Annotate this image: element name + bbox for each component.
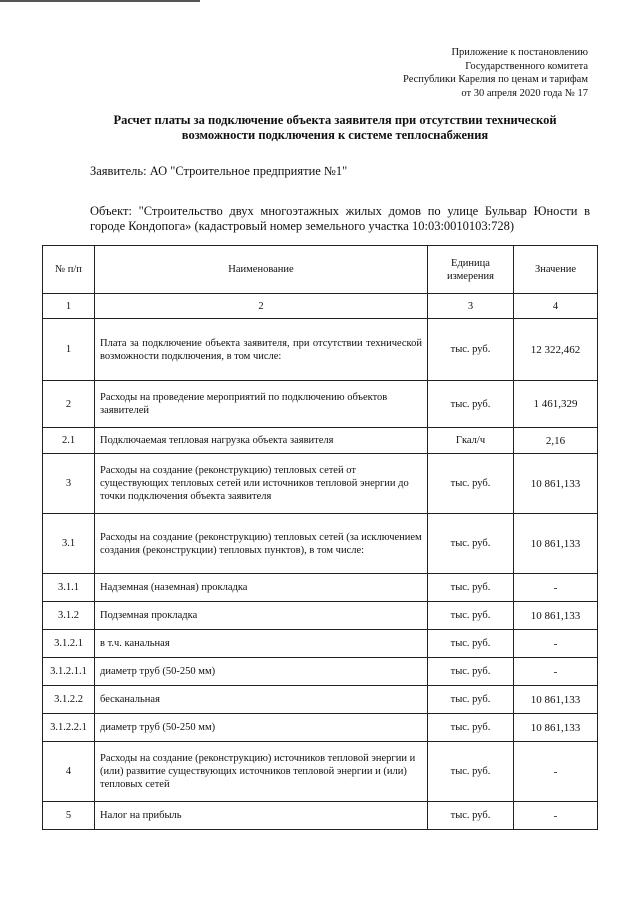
row-unit-cell: тыс. руб. xyxy=(428,514,514,574)
row-name-cell: Плата за подключение объекта заявителя, при отсутствии технической возможности подключения, в том числе: xyxy=(95,319,428,381)
title-line-1: Расчет платы за подключение объекта заявителя при отсутствии технической xyxy=(113,113,557,127)
row-number-cell: 3.1.2.1.1 xyxy=(43,658,95,686)
row-unit-cell: тыс. руб. xyxy=(428,742,514,802)
row-unit-cell: тыс. руб. xyxy=(428,802,514,830)
appendix-line: Приложение к постановлению xyxy=(451,47,588,58)
row-number-cell: 3.1.2.2.1 xyxy=(43,714,95,742)
row-value-cell: - xyxy=(514,574,598,602)
table-row xyxy=(43,319,598,381)
table-row xyxy=(43,381,598,428)
appendix-line: от 30 апреля 2020 года № 17 xyxy=(461,87,588,99)
table-row xyxy=(43,454,598,514)
row-name-cell: Налог на прибыль xyxy=(95,802,428,830)
row-unit-cell: тыс. руб. xyxy=(428,602,514,630)
row-value-cell: 10 861,133 xyxy=(514,454,598,514)
row-value-cell: - xyxy=(514,658,598,686)
table-row xyxy=(43,428,598,454)
appendix-line: Государственного комитета xyxy=(465,60,588,72)
header-value: Значение xyxy=(514,246,598,294)
row-unit-cell: тыс. руб. xyxy=(428,714,514,742)
row-unit-cell: тыс. руб. xyxy=(428,658,514,686)
row-number-cell: 2 xyxy=(43,381,95,428)
document-title xyxy=(80,113,590,143)
row-unit-cell: тыс. руб. xyxy=(428,381,514,428)
row-name-cell: Надземная (наземная) прокладка xyxy=(95,574,428,602)
table-row xyxy=(43,714,598,742)
row-name-cell: диаметр труб (50-250 мм) xyxy=(95,714,428,742)
row-unit-cell: тыс. руб. xyxy=(428,319,514,381)
row-unit-cell: тыс. руб. xyxy=(428,630,514,658)
table-row xyxy=(43,514,598,574)
index-cell: 4 xyxy=(514,294,598,319)
index-cell: 3 xyxy=(428,294,514,319)
calculation-table xyxy=(42,245,598,830)
table-row xyxy=(43,630,598,658)
row-value-cell: 10 861,133 xyxy=(514,714,598,742)
row-unit-cell: тыс. руб. xyxy=(428,574,514,602)
row-unit-cell: тыс. руб. xyxy=(428,686,514,714)
table-row xyxy=(43,686,598,714)
table-header-row xyxy=(43,246,598,294)
table-row xyxy=(43,574,598,602)
row-number-cell: 3.1.2 xyxy=(43,602,95,630)
row-number-cell: 2.1 xyxy=(43,428,95,454)
row-number-cell: 1 xyxy=(43,319,95,381)
row-number-cell: 3.1.2.1 xyxy=(43,630,95,658)
title-line-2: возможности подключения к системе теплоснабжения xyxy=(181,128,489,142)
row-name-cell: в т.ч. канальная xyxy=(95,630,428,658)
row-number-cell: 3.1 xyxy=(43,514,95,574)
column-index-row xyxy=(43,294,598,319)
row-number-cell: 4 xyxy=(43,742,95,802)
index-cell: 1 xyxy=(43,294,95,319)
applicant-text: Заявитель: АО "Строительное предприятие №1" xyxy=(90,164,348,178)
appendix-note xyxy=(403,46,588,100)
row-name-cell: бесканальная xyxy=(95,686,428,714)
row-unit-cell: Гкал/ч xyxy=(428,428,514,454)
table-row xyxy=(43,658,598,686)
row-name-cell: Расходы на создание (реконструкцию) источников тепловой энергии и (или) развитие существующих источников тепловой энергии и (или) тепловых сетей xyxy=(95,742,428,802)
row-value-cell: - xyxy=(514,630,598,658)
row-name-cell: Расходы на создание (реконструкцию) тепловых сетей от существующих тепловых сетей или источников тепловой энергии до точки подключения объекта заявителя xyxy=(95,454,428,514)
row-value-cell: - xyxy=(514,742,598,802)
row-value-cell: 12 322,462 xyxy=(514,319,598,381)
table-row xyxy=(43,742,598,802)
row-name-cell: Расходы на создание (реконструкцию) тепловых сетей (за исключением создания (реконструкции) тепловых пунктов), в том числе: xyxy=(95,514,428,574)
row-unit-cell: тыс. руб. xyxy=(428,454,514,514)
scan-edge-line xyxy=(0,0,200,2)
row-value-cell: 10 861,133 xyxy=(514,514,598,574)
table-row xyxy=(43,602,598,630)
row-name-cell: Подземная прокладка xyxy=(95,602,428,630)
row-value-cell: 1 461,329 xyxy=(514,381,598,428)
table-row xyxy=(43,802,598,830)
row-number-cell: 3 xyxy=(43,454,95,514)
object-text: Объект: "Строительство двух многоэтажных жилых домов по улице Бульвар Юности в городе Кондопога» (кадастровый номер земельного участка 10:03:0010103:728) xyxy=(90,204,590,233)
row-name-cell: диаметр труб (50-250 мм) xyxy=(95,658,428,686)
row-value-cell: 10 861,133 xyxy=(514,602,598,630)
row-value-cell: 2,16 xyxy=(514,428,598,454)
row-number-cell: 5 xyxy=(43,802,95,830)
row-number-cell: 3.1.2.2 xyxy=(43,686,95,714)
row-value-cell: 10 861,133 xyxy=(514,686,598,714)
row-name-cell: Подключаемая тепловая нагрузка объекта заявителя xyxy=(95,428,428,454)
header-name: Наименование xyxy=(95,246,428,294)
row-value-cell: - xyxy=(514,802,598,830)
row-name-cell: Расходы на проведение мероприятий по подключению объектов заявителей xyxy=(95,381,428,428)
appendix-line: Республики Карелия по ценам и тарифам xyxy=(403,74,588,85)
header-number: № п/п xyxy=(43,246,95,294)
index-cell: 2 xyxy=(95,294,428,319)
row-number-cell: 3.1.1 xyxy=(43,574,95,602)
header-unit: Единица измерения xyxy=(428,246,514,294)
